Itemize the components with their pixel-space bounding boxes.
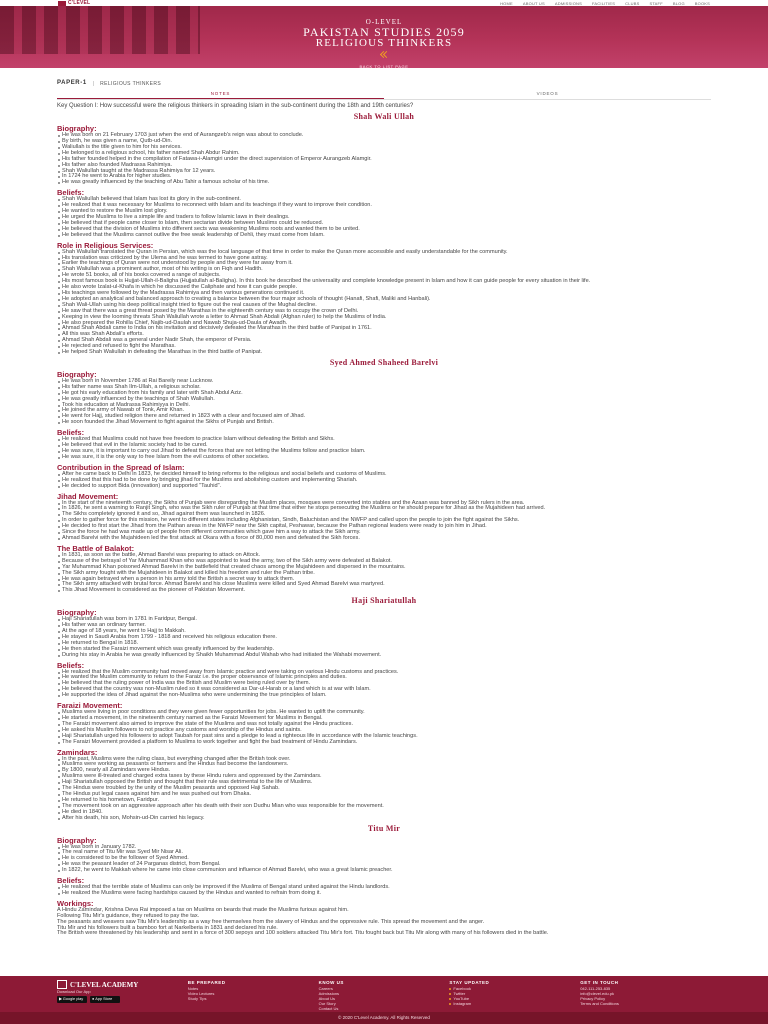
bullet-item: By birth, he was given a name, Qutb-ud-Din. [57, 139, 711, 145]
bullet-item: Earlier the teachings of Quran were not understood by people and they were far away from it. [57, 261, 711, 267]
nav-books[interactable]: BOOKS [694, 0, 710, 6]
bullet-list [57, 885, 711, 897]
bullet-item: He believed that the Muslims cannot outlive the free weak leadership of Dehli, they must come from Islam. [57, 233, 711, 239]
section-heading: Biography: [57, 369, 97, 379]
content-tabs [57, 90, 711, 101]
bullet-item: He soon founded the Jihad Movement to fight against the Sikhs of Punjab and British. [57, 420, 711, 426]
bullet-item: He was again betrayed when a person in his army told the British a secret way to attack them. [57, 577, 711, 583]
paragraph: A Hindu Zamindar, Krishna Deva Rai imposed a tax on Muslims on beards that made the Muslims furious against him. [57, 906, 349, 913]
footer-col-title: STAY UPDATED [449, 980, 490, 985]
bullet-item: The Hindus were troubled by the unity of the Muslim peasants and opposed Haji Sahab. [57, 786, 711, 792]
breadcrumb [57, 80, 711, 88]
bullet-item: He believed that the ruling power of India was the British and Muslim were being ruled over by them. [57, 681, 711, 687]
bullet-item: His teachings were followed by the Madrassa Rahimiya and then various generations continued it. [57, 291, 711, 297]
bullet-item: Ahmad Shah Abdali was a general under Nadir Shah, the emperor of Persia. [57, 338, 711, 344]
bullet-item: Ahmad Shah Abdali came to India on his invitation and decisively defeated the Marathas in the third battle of Panipat in 1761. [57, 326, 711, 332]
bullet-item: He started a movement, in the nineteenth century named as the Faraizi Movement for Muslims in Bengal. [57, 716, 711, 722]
bullet-item: His father name was Shah Ilm-Ullah, a religious scholar. [57, 385, 711, 391]
play-icon: ▶ [59, 997, 62, 1001]
bullet-item: He belonged to a religious school, his father named Shah Abdur Rahim. [57, 151, 711, 157]
nav-blog[interactable]: BLOG [672, 0, 685, 6]
key-question: Key Question I: How successful were the religious thinkers in spreading Islam in the sub-continent during the 18th and 19th centuries? [57, 103, 414, 110]
footer-contact-phone[interactable]: 042-111-253-835 [580, 986, 611, 991]
bullet-item: By 1800, nearly all Zamindars were Hindus. [57, 768, 711, 774]
bullet-item: He went for Hajj, studied religion there and returned in 1823 with a clear and focused aim of Jihad. [57, 414, 711, 420]
bullet-item: He believed that evil in the Islamic society had to be cured. [57, 443, 711, 449]
bullet-list [57, 250, 711, 356]
bullet-item: During his stay in Arabia he was greatly influenced by Shaikh Muhammad Abdul Wahab who had initiated the Wahabi movement. [57, 653, 711, 659]
twitter-icon [449, 993, 451, 995]
google-play-button[interactable] [57, 996, 87, 1003]
footer-brand-name: C'LEVEL ACADEMY [70, 980, 139, 989]
bullet-list [57, 670, 711, 700]
thinker-heading-syed-ahmed: Syed Ahmed Shaheed Barelvi [329, 357, 439, 367]
bullet-item: He realized the Muslims were facing hardships caused by the Hindus and wanted to refrain from doing it. [57, 891, 711, 897]
back-to-list-label: BACK TO LIST PAGE [359, 63, 409, 68]
bullet-item: In 1822, he went to Makkah where he came into close communion and influence of Ahmad Barelvi, who was a great Islamic preacher. [57, 868, 711, 874]
footer-col-know-us [319, 980, 450, 1012]
bullet-list [57, 757, 711, 822]
section-heading: Biography: [57, 835, 97, 845]
bullet-item: He adopted an analytical and balanced approach to creating a balance between the four major schools of thought (Hanafi, Shafi, Maliki and Hanbali). [57, 297, 711, 303]
bullet-item: He was born on 21 February 1703 just when the end of Aurangzeb's reign was about to conclude. [57, 133, 711, 139]
footer-link[interactable]: Admissions [318, 991, 340, 996]
tab-notes[interactable]: NOTES [57, 90, 384, 100]
footer-link[interactable]: About Us [318, 996, 336, 1001]
bullet-item: He realized that the terrible state of Muslims can only be improved if the Muslims of Bengal stand united against the Hindu landlords. [57, 885, 711, 891]
footer-link[interactable]: Our Story [318, 1001, 336, 1006]
bullet-item: In 1831, as soon as the battle, Ahmad Barelvi was preparing to attack on Attock. [57, 553, 711, 559]
bullet-list [57, 437, 711, 461]
section-heading: Zamindars: [57, 747, 98, 757]
bullet-item: At the age of 18 years, he went to Hajj to Makkah. [57, 629, 711, 635]
bullet-item: He urged the Muslims to live a simple life and traders to follow Islamic laws in their dealings. [57, 215, 711, 221]
notes-content [0, 68, 768, 937]
bullet-item: Muslims were working as peasants or farmers and the Hindus had become the landowners. [57, 762, 711, 768]
social-label: Instagram [453, 1001, 472, 1006]
section-heading: Beliefs: [57, 188, 85, 198]
bullet-item: Shah Waliullah taught at the Madrassa Rahimiya for 12 years. [57, 169, 711, 175]
bullet-item: After his death, his son, Mohsin-ud-Din carried his legacy. [57, 816, 711, 822]
breadcrumb-paper[interactable]: PAPER-1 [57, 80, 87, 86]
footer-col-title: GET IN TOUCH [580, 980, 619, 985]
bullet-item: He believed that the country was non-Muslim ruled so it was considered as Dar-ul-Harab or a land which is at war with Islam. [57, 687, 711, 693]
social-label: Facebook [453, 986, 471, 991]
bullet-item: He was sure, it is the only way to free Islam from the evil customs of other societies. [57, 455, 711, 461]
bullet-item: Muslims were ill-treated and charged extra taxes by these Hindu rulers and oppressed by the Zamindars. [57, 774, 711, 780]
bullet-item: He is considered to be the follower of Syed Ahmed. [57, 856, 711, 862]
bullet-item: He got his early education from his family and later with Shah Abdul Aziz. [57, 391, 711, 397]
youtube-icon [449, 998, 451, 1000]
bullet-item: He asked his Muslim followers to not practice any customs and worship of the Hindus and saints. [57, 728, 711, 734]
bullet-item: In the start of the nineteenth century, the Sikhs of Punjab were disregarding the Muslim places, mosques were converted into stables and the Azaan was banned by Sikh rulers in the area. [57, 501, 711, 507]
back-to-list-button[interactable] [0, 52, 768, 68]
bullet-item: The Sikh army fought with the Mujahideen in Balakot and killed his freedom and ruler the Pathan tribe. [57, 571, 711, 577]
bullet-item: He supported the idea of Jihad against the non-Muslims who were undermining the true principles of Islam. [57, 693, 711, 699]
paragraph: Following Titu Mir's guidance, they refused to pay the tax. [57, 912, 200, 919]
section-heading: Faraizi Movement: [57, 701, 123, 711]
download-app-label: Download Our App [57, 989, 91, 994]
app-store-badges [57, 996, 188, 1003]
bullet-item: He wanted the Muslim community to return to the Faraiz i.e. the proper observance of Islamic principles and duties. [57, 675, 711, 681]
bullet-item: In 1826, he sent a warning to Ranjit Singh, who was the Sikh ruler of Punjab at that time that either he stops persecuting the Muslims or he should prepare for Jihad as the Mujahideen had arrived. [57, 506, 711, 512]
bullet-item: Yar Muhammad Khan poisoned Ahmad Barelvi in the battlefield that created chaos among the Mujahideen and dispersed in the mountains. [57, 565, 711, 571]
section-heading: Contribution in the Spread of Islam: [57, 462, 185, 472]
bullet-item: The Sikh army attacked with brutal force. Ahmad Barelvi and his close Muslims were killed and Syed Ahmad Barelvi was martyred. [57, 582, 711, 588]
bullet-item: He returned to Bengal in 1818. [57, 641, 711, 647]
footer-link[interactable]: Terms and Conditions [580, 1001, 619, 1006]
bullet-item: He also wrote Izalat-ul-Khafa in which he discussed the Caliphate and how it can guide people. [57, 285, 711, 291]
hero-subtitle: RELIGIOUS THINKERS [315, 36, 453, 49]
bullet-item: The real name of Titu Mir was Syed Mir Nisar Ali. [57, 850, 711, 856]
apple-icon: ● [92, 997, 95, 1001]
google-play-label: Google play [62, 997, 84, 1001]
bullet-item: He saw that there was a great threat posed by the Marathas in the eighteenth century was to occupy the crown of Delhi. [57, 309, 711, 315]
section-heading: Biography: [57, 124, 97, 134]
double-chevron-left-icon [380, 52, 389, 59]
section-heading: The Battle of Balakot: [57, 543, 135, 553]
footer-col-get-in-touch [580, 980, 711, 1012]
bullet-item: He decided to support Bida (innovation) and supported "Tauhid". [57, 484, 711, 490]
bullet-item: He stayed in Saudi Arabia from 1799 - 1818 and received his religious education there. [57, 635, 711, 641]
nav-home[interactable]: HOME [500, 0, 513, 6]
bullet-item: He rejected and refused to fight the Marathas. [57, 344, 711, 350]
bullet-list [57, 617, 711, 658]
facebook-icon [449, 988, 451, 990]
nav-admissions[interactable]: ADMISSIONS [554, 0, 582, 6]
bullet-item: His father was an ordinary farmer. [57, 623, 711, 629]
bullet-item: Took his education at Madrassa Rahimiyya in Delhi. [57, 403, 711, 409]
footer-link[interactable]: Contact Us [318, 1006, 339, 1011]
paragraph: Titu Mir and his followers built a bamboo fort at Narkelberia in 1831 and declared his rule. [57, 924, 278, 931]
breadcrumb-separator: | [92, 80, 95, 87]
bullet-item: Shah Wali-Ullah using his deep political insight tried to figure out the real causes of the Mughal decline. [57, 303, 711, 309]
bullet-item: The Faraizi Movement provided a platform to Muslims to work together and fight the bad treatment of Hindu Zamindars. [57, 740, 711, 746]
nav-facilities[interactable]: FACILITIES [592, 0, 616, 6]
section-heading: Beliefs: [57, 428, 85, 438]
bullet-item: Shah Waliullah believed that Islam has lost its glory in the sub-continent. [57, 197, 711, 203]
bullet-item: He wanted to restore the Muslim lost glory. [57, 209, 711, 215]
section-heading: Workings: [57, 898, 94, 908]
bullet-item: He was sure, it is important to carry out Jihad to defeat the forces that are not letting the Muslims follow and practice Islam. [57, 449, 711, 455]
bullet-item: All this was Shah Abdali's efforts. [57, 332, 711, 338]
section-heading: Beliefs: [57, 876, 85, 886]
thinker-heading-haji-shariatullah: Haji Shariatullah [351, 596, 417, 606]
bullet-list [57, 197, 711, 238]
bullet-item: Haji Shariatullah was born in 1781 in Faridpur, Bengal. [57, 617, 711, 623]
bullet-list [57, 133, 711, 186]
bullet-item: Shah Waliullah was a prominent author, most of his writing is on Fiqh and Hadith. [57, 267, 711, 273]
bullet-item: He then started the Faraizi movement which was greatly influenced by the leadership. [57, 647, 711, 653]
bullet-item: He realized that Muslims could not have free freedom to practice Islam without defeating the British and Sikhs. [57, 437, 711, 443]
site-footer [0, 976, 768, 1012]
tab-videos[interactable]: VIDEOS [536, 91, 559, 96]
footer-link[interactable]: Video Lectures [187, 991, 215, 996]
paragraph: The British were threatened by his leadership and sent in a force of 300 sepoys and 100 soldiers attacked Titu Mir's fort. Titu fought back but Titu Mir along with many of his followers died in the battle. [57, 930, 549, 937]
bullet-item: He joined the army of Nawab of Tonk, Amir Khan. [57, 408, 711, 414]
academy-logo-icon [57, 980, 67, 989]
instagram-icon [449, 1003, 451, 1005]
footer-col-title: KNOW US [318, 980, 344, 985]
hero-banner [0, 6, 768, 68]
bullet-item: He returned to his hometown, Faridpur. [57, 798, 711, 804]
bullet-item: His most famous book is Hujjat-Ullah-il-Baligha (Hujjatullah al-Baligha). In this book he described the universality and complete knowledge present in Islam and how it can guide people for every situation in their life. [57, 279, 711, 285]
footer-contact-email[interactable]: info@clevel.edu.pk [580, 991, 615, 996]
copyright: © 2020 C'Level Academy. All Rights Reserved [0, 1012, 768, 1024]
bullet-item: He was greatly influenced by the teaching of Abu Tahir a famous scholar of his time. [57, 180, 711, 186]
bullet-list [57, 379, 711, 426]
bullet-item: Since the force he had was made up of people from different communities which gave him a way to attack the Sikh army. [57, 530, 711, 536]
bullet-item: This Jihad Movement is considered as the pioneer of Pakistan Movement. [57, 588, 711, 594]
bullet-item: He realized that this had to be done by bringing jihad for the Muslims and abolishing custom and implementing Shariah. [57, 478, 711, 484]
app-store-button[interactable] [90, 996, 120, 1003]
bullet-item: He was greatly influenced by the teachings of Shah Waliullah. [57, 397, 711, 403]
footer-link[interactable]: Careers [318, 986, 333, 991]
bullet-item: The Sikhs completely ignored it and so, Jihad against them was launched in 1826. [57, 512, 711, 518]
bullet-item: He believed that the division of Muslims into different sects was weakening Muslims roots and wanted them to be united. [57, 227, 711, 233]
bullet-item: He believed that if people came closer to Islam, then sectarian divide between Muslims could be reduced. [57, 221, 711, 227]
thinker-heading-shah-wali-ullah: Shah Wali Ullah [353, 112, 415, 122]
footer-link[interactable]: Study Tips [187, 996, 207, 1001]
bullet-item: In the past, Muslims were the ruling class, but everything changed after the British took over. [57, 757, 711, 763]
hero-level: O-LEVEL [365, 18, 403, 26]
bullet-item: His father founded helped in the compilation of Fatawa-i-Alamgiri under the direct supervision of Emperor Aurangzeb Alamgir. [57, 157, 711, 163]
logo-mark-icon [58, 1, 66, 6]
breadcrumb-topic: RELIGIOUS THINKERS [100, 80, 162, 87]
bullet-item: His father also founded Madrassa Rahimiya. [57, 163, 711, 169]
footer-brand [57, 980, 188, 1012]
paragraph-list [57, 908, 711, 938]
bullet-item: Haji Shariatullah opposed the British and thought that their rule was detrimental to the life of Muslims. [57, 780, 711, 786]
bullet-item: He wrote 51 books, all of his books covered a range of subjects. [57, 273, 711, 279]
bullet-item: He realized that the Muslim community had moved away from Islamic practice and were taking on various Hindu customs and practices. [57, 670, 711, 676]
bullet-item: He also prepared the Rohilla Chief, Najib-ud-Daulah and Nawab Shuja-ud-Daula of Awadh. [57, 321, 711, 327]
bullet-item: Because of the betrayal of Yar Muhammad Khan who was appointed to lead the army, two of the Sikh army were defeated at Balakot. [57, 559, 711, 565]
bullet-item: He helped Shah Waliullah in defeating the Marathas in the third battle of Panipat. [57, 350, 711, 356]
footer-social-link[interactable] [449, 1001, 580, 1006]
bullet-item: He was born in November 1786 at Rai Bareily near Lucknow. [57, 379, 711, 385]
app-store-label: App Store [95, 997, 113, 1001]
footer-link[interactable]: Privacy Policy [580, 996, 606, 1001]
bullet-item: His translation was criticized by the Ulema and he was termed to have gone astray. [57, 256, 711, 262]
bullet-item: Waliullah is the title given to him for his services. [57, 145, 711, 151]
paragraph: The peasants and weavers saw Titu Mir's leadership as a way free themselves from the slavery of Hindus and the oppressive rule. This spread the movement and the anger. [57, 918, 485, 925]
section-heading: Biography: [57, 608, 97, 618]
bullet-item: He decided to first start the Jihad from the Pathan areas in the NWFP near the Sikh capital, Peshawar, because the Pathan regional leaders were ready to join him in Jihad. [57, 524, 711, 530]
footer-col-stay-updated [449, 980, 580, 1012]
bullet-item: He died in 1840. [57, 810, 711, 816]
thinker-heading-titu-mir: Titu Mir [367, 823, 401, 833]
section-heading: Beliefs: [57, 660, 85, 670]
bullet-list [57, 710, 711, 745]
bullet-item: The Faraizi movement also aimed to improve the state of the Muslims and was not totally against the Hindu practices. [57, 722, 711, 728]
footer-col-be-prepared [188, 980, 319, 1012]
bullet-list [57, 501, 711, 542]
footer-logo[interactable] [57, 980, 188, 989]
footer-col-title: BE PREPARED [187, 980, 226, 985]
bullet-item: Keeping in view the looming threats Shah Waliullah wrote a letter to Ahmad Shah Abdali (Afghan ruler) to help the Muslims of India. [57, 315, 711, 321]
bullet-item: He was the peasant leader of 24 Parganas district, from Bengal. [57, 862, 711, 868]
bullet-list [57, 553, 711, 594]
bullet-item: The movement took on an aggressive approach after his death with their son Dudhu Mian who was responsible for the movement. [57, 804, 711, 810]
section-heading: Role in Religious Services: [57, 240, 154, 250]
hero-title: PAKISTAN STUDIES 2059 [303, 24, 465, 39]
bullet-item: In order to gather force for this mission, he went to different states including Afghanistan, Sindh, Baluchistan and the NWFP and called upon the people to join the fight against the Sikhs. [57, 518, 711, 524]
footer-link[interactable]: Notes [187, 986, 199, 991]
bullet-item: Muslims were living in poor conditions and they were given fewer opportunities for jobs. He wanted to uplift the community. [57, 710, 711, 716]
social-label: YouTube [453, 996, 470, 1001]
nav-clubs[interactable]: CLUBS [625, 0, 640, 6]
bullet-item: In 1724 he went to Arabia for higher studies. [57, 174, 711, 180]
bullet-item: Shah Waliullah translated the Quran in Persian, which was the local language of that time in order to make the Quran more accessible and easily understandable for the community. [57, 250, 711, 256]
nav-staff[interactable]: STAFF [649, 0, 663, 6]
bullet-item: After he came back to Delhi in 1823, he decided himself to bring reforms to the religious and social beliefs and customs of Muslims. [57, 472, 711, 478]
bullet-item: Haji Shariatullah urged his followers to adopt Taubah for past sins and a pledge to lead a righteous life in accordance with the Islamic teachings. [57, 734, 711, 740]
bullet-item: The Hindus put legal cases against him and he was pushed out from Dhaka. [57, 792, 711, 798]
nav-about[interactable]: ABOUT US [522, 0, 545, 6]
bullet-item: He realized that it was necessary for Muslims to reconnect with Islam and its teachings if they want to improve their condition. [57, 203, 711, 209]
bullet-item: Ahmad Barelvi with the Mujahideen led the first attack at Okara with a force of 80,000 men and defeated the Sikh forces. [57, 536, 711, 542]
bullet-item: He was born in January 1782. [57, 845, 711, 851]
social-label: Twitter [453, 991, 466, 996]
logo-text: C'LEVEL [68, 0, 91, 6]
bullet-list [57, 845, 711, 875]
main-nav [500, 1, 710, 6]
section-heading: Jihad Movement: [57, 491, 119, 501]
bullet-list [57, 472, 711, 490]
